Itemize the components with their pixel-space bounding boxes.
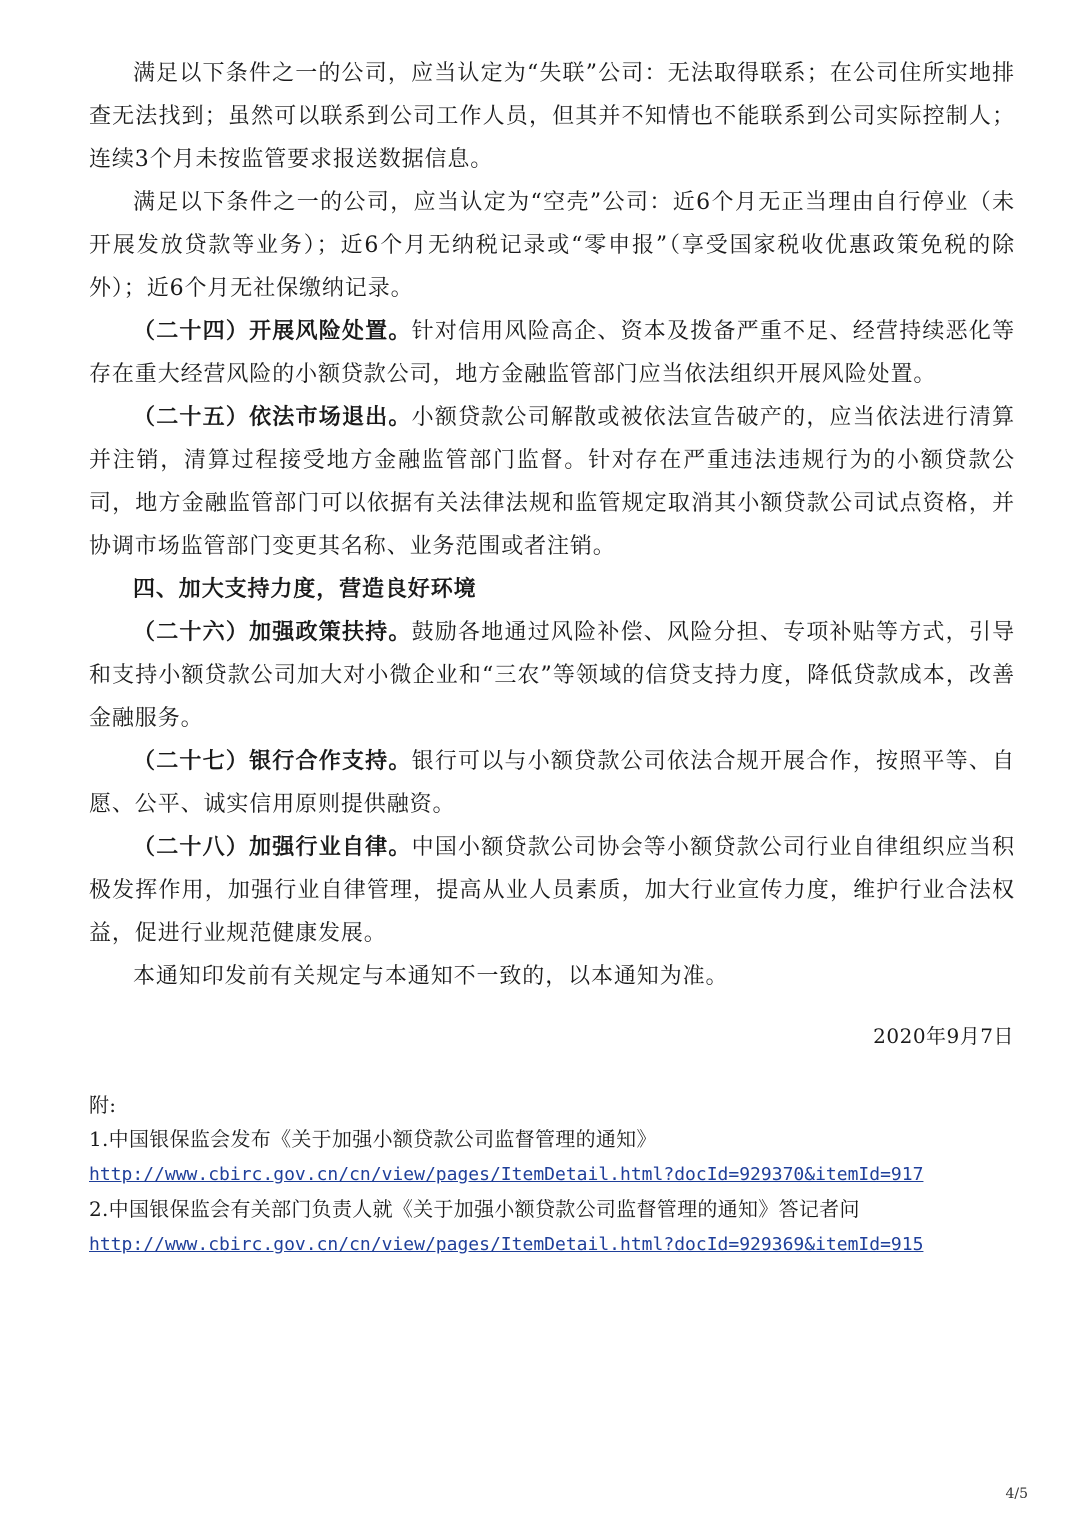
document-body — [89, 52, 1015, 998]
paragraph-text: 针对信用风险高企、资本及拨备严重不足、经营持续恶化等存在重大经营风险的小额贷款公司，地方金融监管部门应当依法组织开展风险处置。 — [89, 319, 1015, 387]
paragraph-lead: （二十四）开展风险处置。 — [133, 319, 412, 344]
attachment-title-1: 1.中国银保监会发布《关于加强小额贷款公司监督管理的通知》 — [89, 1127, 657, 1151]
attachment-title-2: 2.中国银保监会有关部门负责人就《关于加强小额贷款公司监督管理的通知》答记者问 — [89, 1197, 860, 1221]
paragraph-closing — [89, 955, 1015, 998]
paragraph-27 — [89, 740, 1015, 826]
paragraph-text: 小额贷款公司解散或被依法宣告破产的，应当依法进行清算并注销，清算过程接受地方金融监管部门监督。针对存在严重违法违规行为的小额贷款公司，地方金融监管部门可以依据有关法律法规和监管规定取消其小额贷款公司试点资格，并协调市场监管部门变更其名称、业务范围或者注销。 — [89, 405, 1015, 559]
document-date: 2020年9月7日 — [873, 1024, 1014, 1048]
paragraph-text: 本通知印发前有关规定与本通知不一致的，以本通知为准。 — [133, 964, 729, 989]
paragraph-lead: （二十五）依法市场退出。 — [133, 405, 412, 430]
paragraph-shell-company — [89, 181, 1015, 310]
paragraph-text: 鼓励各地通过风险补偿、风险分担、专项补贴等方式，引导和支持小额贷款公司加大对小微企业和“三农”等领域的信贷支持力度，降低贷款成本，改善金融服务。 — [89, 620, 1015, 731]
attachment-link-2[interactable]: http://www.cbirc.gov.cn/cn/view/pages/ItemDetail.html?docId=929369&itemId=915 — [89, 1234, 924, 1255]
paragraph-lost-contact — [89, 52, 1015, 181]
paragraph-25 — [89, 396, 1015, 568]
paragraph-lead: （二十六）加强政策扶持。 — [133, 620, 412, 645]
attachments-section — [89, 1088, 1029, 1262]
attachment-link-1[interactable]: http://www.cbirc.gov.cn/cn/view/pages/ItemDetail.html?docId=929370&itemId=917 — [89, 1164, 924, 1185]
paragraph-26 — [89, 611, 1015, 740]
paragraph-text: 满足以下条件之一的公司，应当认定为“空壳”公司：近6个月无正当理由自行停业（未开展发放贷款等业务）；近6个月无纳税记录或“零申报”（享受国家税收优惠政策免税的除外）；近6个月无社保缴纳记录。 — [89, 190, 1015, 301]
page-number: 4/5 — [1005, 1486, 1028, 1502]
paragraph-24 — [89, 310, 1015, 396]
paragraph-28 — [89, 826, 1015, 955]
section-heading: 四、加大支持力度，营造良好环境 — [133, 577, 477, 602]
paragraph-lead: （二十八）加强行业自律。 — [133, 835, 412, 860]
paragraph-text: 中国小额贷款公司协会等小额贷款公司行业自律组织应当积极发挥作用，加强行业自律管理，提高从业人员素质，加大行业宣传力度，维护行业合法权益，促进行业规范健康发展。 — [89, 835, 1015, 946]
paragraph-text: 满足以下条件之一的公司，应当认定为“失联”公司：无法取得联系；在公司住所实地排查无法找到；虽然可以联系到公司工作人员，但其并不知情也不能联系到公司实际控制人；连续3个月未按监管要求报送数据信息。 — [89, 61, 1015, 172]
attachments-label: 附: — [89, 1093, 117, 1117]
paragraph-text: 银行可以与小额贷款公司依法合规开展合作，按照平等、自愿、公平、诚实信用原则提供融资。 — [89, 749, 1015, 817]
paragraph-lead: （二十七）银行合作支持。 — [133, 749, 412, 774]
